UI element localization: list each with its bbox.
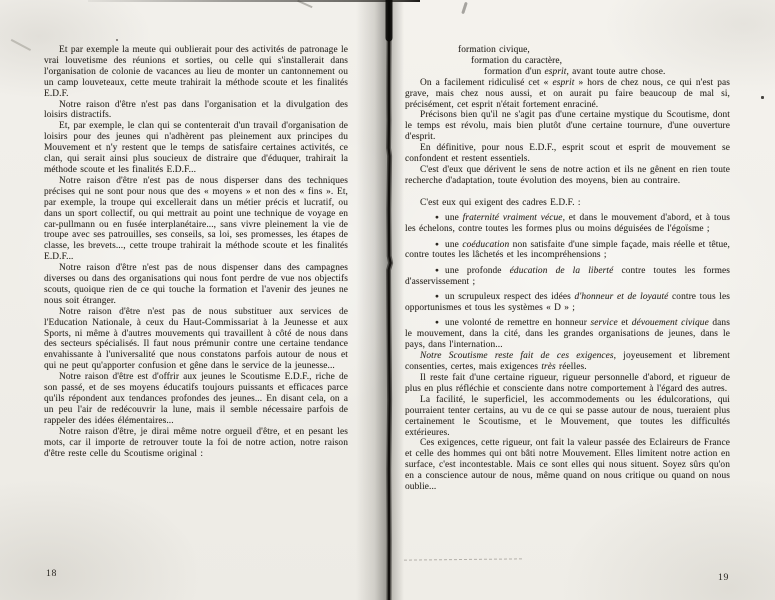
paragraph: C'est eux qui exigent des cadres E.D.F. : — [420, 197, 581, 208]
paragraph: Notre raison d'être n'est pas de nous disperser dans des techniques précises qui ne sont pour nous que des « moyens » et non des « fins ». Et, par exemple, la troupe qui excellerait dans un métier précis et lucratif, ou dans un sport collectif, ou qui mettrait au point une technique de voyage en car-pullmann ou en fusée interplanétaire..., sans vivre pleinement la vie de troupe avec ses patrouilles, ses conseils, sa loi, ses promesses, les étapes de classe, les brevets..., cette troupe trahirait la méthode scoute et les finalités E.D.F... — [44, 175, 348, 263]
bullet-item — [405, 213, 730, 235]
paragraph: Notre Scoutisme reste fait de ces exigences, joyeusement et librement consenties, certes, mais exigences très réelles. — [405, 351, 731, 373]
scan-speck — [116, 39, 118, 41]
left-page-text — [44, 45, 348, 459]
right-page — [390, 0, 775, 600]
bullet-icon: ● — [435, 266, 440, 274]
paragraph: Précisons bien qu'il ne s'agit pas d'une certaine mystique du Scoutisme, dont le temps est révolu, mais bien plutôt d'une certaine tournure, d'une ouverture d'esprit. — [405, 110, 730, 143]
formation-line: formation du caractère, — [471, 55, 563, 66]
bullet-text: une fraternité vraiment vécue, et dans le mouvement d'abord, et à tous les échelons, contre toutes les formes plus ou moins déguisées de l'égoïsme ; — [405, 213, 730, 235]
paragraph: Notre raison d'être est d'offrir aux jeunes le Scoutisme E.D.F., riche de son passé, et de ses moyens éducatifs toujours puissants et efficaces parce qu'ils répondent aux tendances profondes des jeunes... En disant cela, on a un peu l'air de redécouvrir la lune, mais il semble nécessaire parfois de rappeler des idées élémentaires... — [44, 372, 348, 426]
formation-line: formation d'un esprit, avant toute autre chose. — [484, 66, 666, 77]
bullet-text: une profonde éducation de la liberté contre toutes les formes d'asservissement ; — [405, 265, 731, 287]
formation-line: formation civique, — [458, 45, 530, 55]
bullet-text: un scrupuleux respect des idées d'honneur et de loyauté contre tous les opportunismes et tous les systèmes « D » ; — [405, 292, 730, 314]
paragraph: On a facilement ridiculisé cet « esprit » hors de chez nous, ce qui n'est pas grave, mais chez nous aussi, et on aurait pu faire beaucoup de mal si, précisément, cet esprit n'était fortement enraciné. — [405, 77, 730, 110]
paragraph: C'est d'eux que dérivent le sens de notre action et ils ne gênent en rien toute recherche d'adaptation, toute évolution des moyens, bien au contraire. — [405, 164, 730, 186]
paragraph: Ces exigences, cette rigueur, ont fait la valeur passée des Eclaireurs de France et celle des hommes qui ont bâti notre Mouvement. Elles limitent notre action en surface, c'est incontestable. Mais ce sont elles qui nous situent. Soyez sûrs qu'on en a conscience autour de nous, même quand on nous critique ou quand on nous oublie... — [405, 438, 730, 493]
paragraph: Notre raison d'être, je dirai même notre orgueil d'être, et en pesant les mots, car il importe de retrouver toute la foi de notre action, notre raison d'être reste celle du Scoutisme original : — [44, 426, 348, 459]
bullet-text: une coéducation non satisfaite d'une simple façade, mais réelle et têtue, contre toutes les lâchetés et les incompréhensions ; — [405, 239, 730, 261]
page-number-right: 19 — [718, 572, 729, 583]
paragraph: La facilité, le superficiel, les accommodements ou les édulcorations, qui pourraient tenter certains, au vu de ce qui se passe autour de nous, tueraient plus certainement le Scoutisme, et le Mouvement, que toutes les difficultés extérieures. — [405, 394, 730, 438]
page-fold-crease — [380, 0, 398, 600]
paragraph: Notre raison d'être n'est pas de nous dispenser dans des campagnes diverses ou dans des organisations qui nous font perdre de vue nos objectifs scouts, quoique rien de ce qui touche la formation et l'avenir des jeunes ne nous soit étranger. — [44, 263, 348, 306]
bullet-text: une volonté de remettre en honneur service et dévouement civique dans le mouvement, dans la cité, dans les grandes organisations de jeunes, dans le pays, dans l'internation... — [405, 318, 730, 351]
paragraph: Et, par exemple, le clan qui se contenterait d'un travail d'organisation de loisirs pour des jeunes qui n'adhèrent pas pleinement aux principes du Mouvement et n'y restent que le temps de satisfaire certaines activités, ce clan, qui serait ainsi plus soucieux de distraire que d'éduquer, trahirait la méthode scoute et les finalités E.D.F... — [44, 121, 348, 175]
bullet-item — [405, 240, 730, 262]
right-page-text — [405, 45, 730, 493]
paragraph: Notre raison d'être n'est pas de nous substituer aux services de l'Education Nationale, à ceux du Haut-Commissariat à la Jeunesse et aux Sports, ni même à d'autres mouvements qui travaillent à côté de nous dans des secteurs spécialisés. Il faut nous prémunir contre une certaine tendance envahissante à l'universalité que nous constatons parfois autour de nous et qui ne peut qu'apporter confusion et gêne dans le service de la jeunesse... — [44, 306, 348, 372]
scan-top-edge — [88, 0, 420, 2]
page-number-left: 18 — [46, 568, 57, 579]
paragraph: Il reste fait d'une certaine rigueur, rigueur personnelle d'abord, et rigueur de plus en plus réfléchie et consciente dans notre comportement à l'égard des autres. — [405, 372, 730, 394]
bullet-item — [405, 318, 730, 351]
bullet-icon: ● — [435, 319, 440, 327]
paragraph: Et par exemple la meute qui oublierait pour des activités de patronage le vrai louvetisme des réunions et sorties, ou celle qui s'installerait dans l'organisation de colonie de vacances au lieu de monter un cantonnement ou un camp louveteaux, cette meute trahirait la méthode scoute et les finalités E.D.F. — [44, 45, 348, 99]
paragraph: En définitive, pour nous E.D.F., esprit scout et esprit de mouvement se confondent et restent essentiels. — [405, 143, 730, 165]
bullet-icon: ● — [435, 214, 440, 222]
bullet-icon: ● — [435, 293, 440, 301]
bullet-item — [405, 292, 730, 314]
paragraph: Notre raison d'être n'est pas dans l'organisation et la divulgation des loisirs distractifs. — [44, 99, 348, 121]
bullet-item — [405, 266, 730, 288]
scan-speck — [761, 96, 764, 99]
bullet-icon: ● — [435, 240, 440, 248]
